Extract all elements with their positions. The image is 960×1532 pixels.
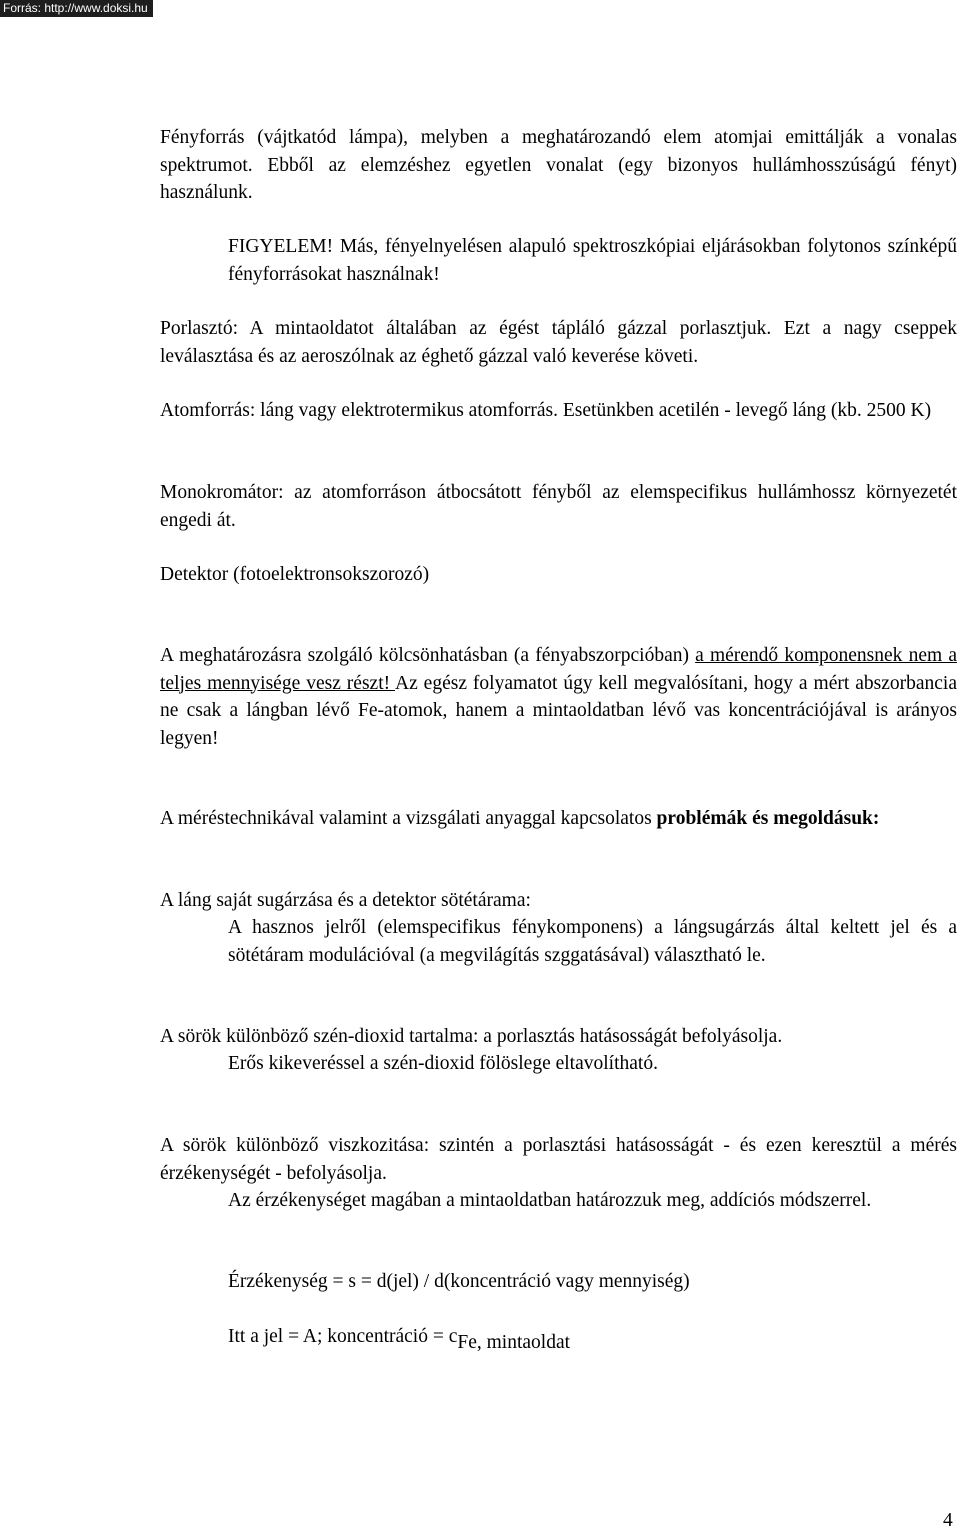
paragraph-co2-content: A sörök különböző szén-dioxid tartalma: a porlasztás hatásosságát befolyásolja. (160, 1026, 783, 1047)
interaction-underlined-text: a mérendő komponensnek nem a teljes mennyisége vesz részt! (160, 645, 957, 694)
formula-sensitivity: Érzékenység = s = d(jel) / d(koncentráció vagy mennyiség) (228, 1271, 690, 1292)
paragraph-atom-source: Atomforrás: láng vagy elektrotermikus atomforrás. Esetünkben acetilén - levegő láng (kb. 2500 K) (160, 400, 932, 421)
paragraph-co2-removal: Erős kikeveréssel a szén-dioxid fölöslege eltavolítható. (228, 1053, 658, 1074)
paragraph-nebulizer: Porlasztó: A mintaoldatot általában az égést tápláló gázzal porlasztjuk. Ezt a nagy cseppek leválasztása és az aeroszólnak az éghető gázzal való keverése követi. (160, 318, 957, 367)
source-label: Forrás: http://www.doksi.hu (0, 0, 153, 17)
paragraph-interaction (160, 642, 957, 752)
paragraph-problems-heading (160, 805, 957, 833)
interaction-text-start: A meghatározásra szolgáló kölcsönhatásban (a fényabszorpcióban) (160, 645, 696, 666)
formula-signal (228, 1323, 957, 1351)
paragraph-warning: FIGYELEM! Más, fényelnyelésen alapuló spektroszkópiai eljárásokban folytonos színképű fényforrásokat használnak! (228, 236, 957, 285)
problems-bold-text: problémák és megoldásuk: (656, 808, 880, 829)
paragraph-monochromator: Monokromátor: az atomforráson átbocsátott fényből az elemspecifikus hullámhossz környezetét engedi át. (160, 482, 957, 531)
formula-signal-subscript: Fe, mintaoldat (457, 1332, 571, 1353)
paragraph-viscosity: A sörök különböző viszkozitása: szintén a porlasztási hatásosságát - és ezen keresztül a mérés érzékenységét - befolyásolja. (160, 1135, 957, 1184)
formula-signal-main: Itt a jel = A; koncentráció = c (228, 1326, 458, 1347)
paragraph-modulation: A hasznos jelről (elemspecifikus fénykomponens) a lángsugárzás által keltett jel és a sötétáram modulációval (a megvilágítás szggatásával) választható le. (228, 917, 957, 966)
paragraph-sensitivity-method: Az érzékenységet magában a mintaoldatban határozzuk meg, addíciós módszerrel. (228, 1190, 872, 1211)
paragraph-light-source: Fényforrás (vájtkatód lámpa), melyben a meghatározandó elem atomjai emittálják a vonalas spektrumot. Ebből az elemzéshez egyetlen vonalat (egy bizonyos hullámhosszúságú fényt) használunk. (160, 127, 957, 203)
problems-intro-text: A méréstechnikával valamint a vizsgálati anyaggal kapcsolatos (160, 808, 657, 829)
interaction-text-end: Az egész folyamatot úgy kell megvalósítani, hogy a mért abszorbancia ne csak a lángban lévő Fe-atomok, hanem a mintaoldatban lévő vas koncentrációjával is arányos legyen! (160, 672, 957, 749)
paragraph-flame-radiation: A láng saját sugárzása és a detektor sötétárama: (160, 890, 531, 911)
page-number: 4 (943, 1510, 953, 1531)
paragraph-detector: Detektor (fotoelektronsokszorozó) (160, 564, 430, 585)
